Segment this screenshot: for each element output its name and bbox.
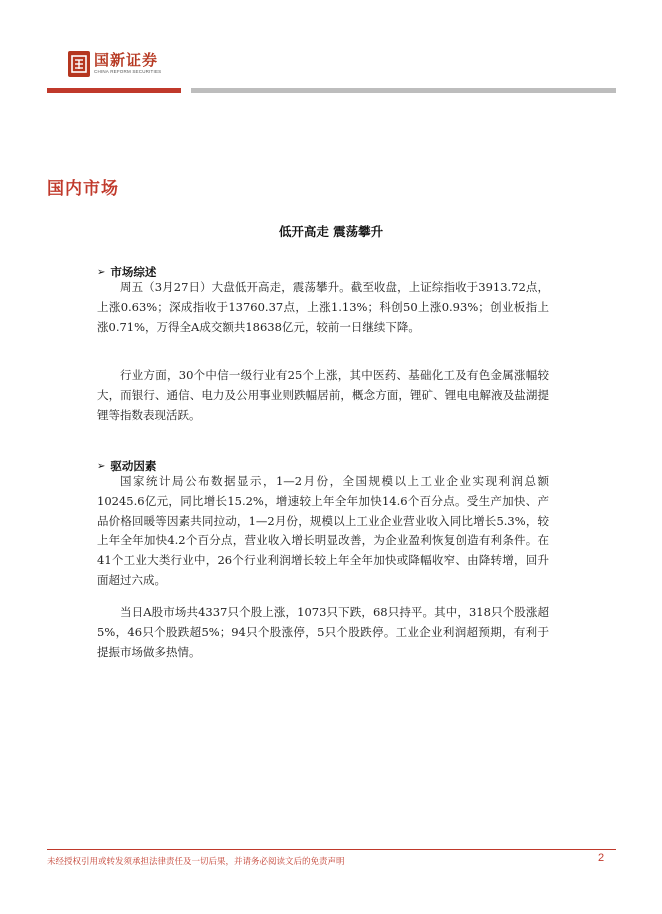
- page-number: 2: [598, 852, 605, 864]
- paragraph: 国家统计局公布数据显示，1—2月份，全国规模以上工业企业实现利润总额10245.6亿元，同比增长15.2%，增速较上年全年加快14.6个百分点。受生产加快、产品价格回暖等因素共同拉动，1—2月份，规模以上工业企业营业收入同比增长5.3%，较上年全年加快4.2个百分点，营业收入增长明显改善，为企业盈利恢复创造有利条件。在41个工业大类行业中，26个行业利润增长较上年全年加快或降幅收窄、由降转增，回升面超过六成。: [97, 474, 549, 587]
- arrow-bullet-icon: ➢: [97, 266, 106, 278]
- footer-disclaimer: 未经授权引用或转发须承担法律责任及一切后果，并请务必阅读文后的免责声明: [47, 857, 345, 867]
- header-divider-bar: [191, 88, 616, 93]
- header-accent-bar: [47, 88, 181, 93]
- brand-logo: [68, 50, 161, 78]
- subheading-label: 驱动因素: [110, 459, 157, 473]
- document-title: 低开高走 震荡攀升: [278, 224, 384, 239]
- footer-divider: [47, 849, 616, 850]
- section-title: 国内市场: [47, 179, 119, 199]
- subheading-label: 市场综述: [110, 265, 157, 279]
- paragraph: 当日A股市场共4337只个股上涨，1073只下跌，68只持平。其中，318只个股涨超5%，46只个股跌超5%；94只个股涨停，5只个股跌停。工业企业利润超预期，有利于提振市场做多热情。: [97, 605, 549, 659]
- paragraph: 行业方面，30个中信一级行业有25个上涨，其中医药、基础化工及有色金属涨幅较大，而银行、通信、电力及公用事业则跌幅居前，概念方面，锂矿、锂电电解液及盐湖提锂等指数表现活跃。: [97, 368, 549, 422]
- paragraph: 周五（3月27日）大盘低开高走，震荡攀升。截至收盘，上证综指收于3913.72点，上涨0.63%；深成指收于13760.37点，上涨1.13%；科创50上涨0.93%；创业板指上涨0.71%，万得全A成交额共18638亿元，较前一日继续下降。: [97, 280, 549, 334]
- logo-name-en: CHINA REFORM SECURITIES: [94, 69, 162, 75]
- logo-name-cn: 国新证券: [94, 51, 159, 70]
- logo-mark-icon: [68, 51, 90, 77]
- arrow-bullet-icon: ➢: [97, 460, 106, 472]
